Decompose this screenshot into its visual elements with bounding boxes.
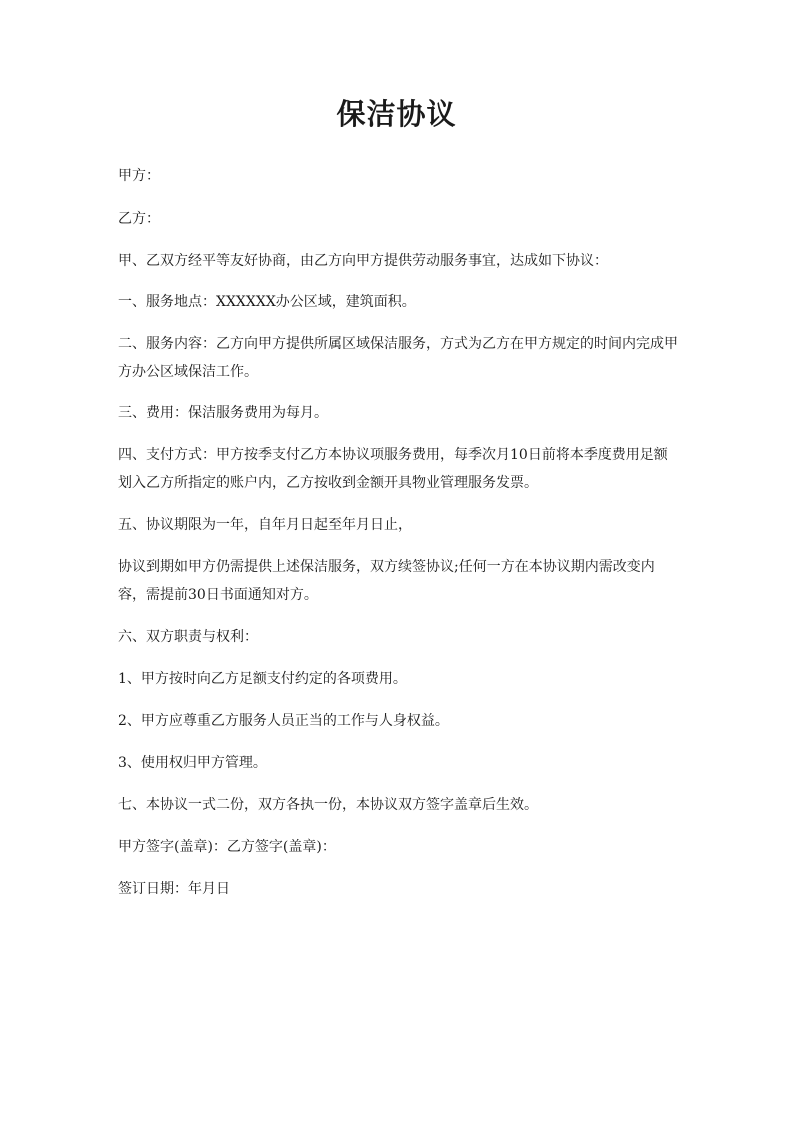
party-a-line: 甲方：	[118, 168, 160, 184]
document-title: 保洁协议	[336, 97, 457, 131]
clause-payment: 四、支付方式：甲方按季支付乙方本协议项服务费用，每季次月10日前将本季度费用足额划入乙方所指定的账户内，乙方按收到金额开具物业管理服务发票。	[118, 447, 668, 491]
signing-date-line: 签订日期：年月日	[118, 881, 230, 897]
clause-copies: 七、本协议一式二份，双方各执一份，本协议双方签字盖章后生效。	[118, 797, 538, 813]
duty-item-2: 2、甲方应尊重乙方服务人员正当的工作与人身权益。	[118, 713, 449, 729]
clause-service-content: 二、服务内容：乙方向甲方提供所属区域保洁服务，方式为乙方在甲方规定的时间内完成甲方办公区域保洁工作。	[118, 336, 678, 380]
intro-paragraph: 甲、乙双方经平等友好协商，由乙方向甲方提供劳动服务事宜，达成如下协议：	[118, 253, 608, 269]
clause-renewal: 协议到期如甲方仍需提供上述保洁服务，双方续签协议;任何一方在本协议期内需改变内容，需提前30日书面通知对方。	[118, 559, 655, 603]
clause-duties-heading: 六、双方职责与权利：	[118, 629, 258, 645]
clause-fee: 三、费用：保洁服务费用为每月。	[118, 405, 328, 421]
duty-item-3: 3、使用权归甲方管理。	[118, 755, 267, 771]
signature-line: 甲方签字(盖章)：乙方签字(盖章)：	[118, 839, 336, 855]
clause-service-location: 一、服务地点：XXXXXX办公区域，建筑面积。	[118, 294, 416, 310]
duty-item-1: 1、甲方按时向乙方足额支付约定的各项费用。	[118, 671, 407, 687]
clause-term: 五、协议期限为一年，自年月日起至年月日止，	[118, 517, 412, 533]
party-b-line: 乙方：	[118, 211, 160, 227]
